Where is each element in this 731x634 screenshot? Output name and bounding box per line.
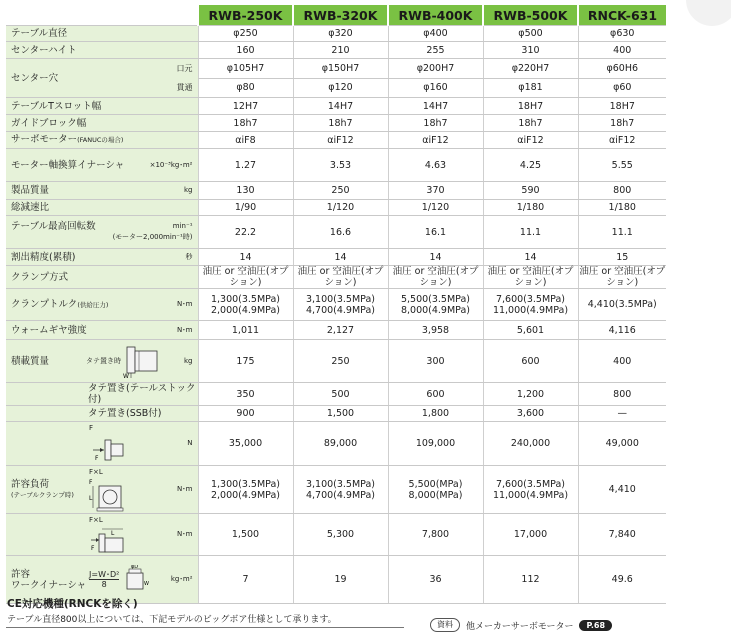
cell: 1,500 [198, 514, 293, 556]
row-label: 許容負荷 [11, 478, 50, 490]
cell: 11.1 [578, 216, 666, 249]
cell-line: 3,100(3.5MPa) [305, 478, 376, 490]
cell: 18h7 [483, 115, 578, 132]
cell: 18h7 [198, 115, 293, 132]
cell: 1,011 [198, 321, 293, 340]
cell-line: 8,000(4.9MPa) [400, 304, 471, 316]
row-label: 製品質量 [11, 185, 50, 196]
cell: 19 [293, 556, 388, 604]
cell: 7,800 [388, 514, 483, 556]
cell: 250 [293, 340, 388, 383]
cell: 14 [198, 249, 293, 266]
spec-table [6, 5, 666, 604]
cell: 400 [578, 340, 666, 383]
w-label: W [144, 580, 150, 587]
cell: 160 [198, 42, 293, 59]
cell: 800 [578, 383, 666, 406]
sub-label: タテ置き(テールストック付) [6, 383, 198, 406]
row-label-sub: (供給圧力) [77, 300, 109, 309]
row-worm-strength [6, 321, 666, 340]
row-label-load-mass [6, 340, 198, 383]
row-label-center-hole [6, 59, 198, 98]
cell-line: 5,500(MPa) [408, 478, 463, 490]
cell: φ60H6 [578, 59, 666, 79]
row-label-allow-fl1 [6, 466, 198, 514]
cell: 12H7 [198, 98, 293, 115]
cell [388, 289, 483, 321]
sub-label: F [89, 424, 94, 432]
cell: 1/120 [293, 200, 388, 216]
cell: 400 [578, 42, 666, 59]
cell: 600 [388, 383, 483, 406]
unit: min⁻¹ [172, 222, 193, 230]
cell: 4.25 [483, 149, 578, 182]
reference-pill: 資料 [430, 618, 460, 632]
unit: N･m [176, 530, 193, 538]
cell [483, 289, 578, 321]
cell-line: 1,300(3.5MPa) [210, 478, 281, 490]
row-label: ワークイナーシャ [11, 579, 87, 591]
l-label: L [89, 495, 93, 502]
cell: 11.1 [483, 216, 578, 249]
row-max-speed [6, 216, 666, 249]
cell: φ500 [483, 26, 578, 42]
unit: kg･m² [170, 575, 193, 583]
cell: 16.6 [293, 216, 388, 249]
row-label: 許容 [11, 568, 31, 580]
sub-label: タテ置き(SSB付) [6, 406, 198, 422]
cell: 14H7 [293, 98, 388, 115]
cell: — [578, 406, 666, 422]
row-center-hole-1 [6, 59, 666, 79]
header-row [6, 5, 666, 26]
cell: 900 [198, 406, 293, 422]
cell: 109,000 [388, 422, 483, 466]
cell-line: 4,410(3.5MPa) [587, 299, 657, 310]
cell: 15 [578, 249, 666, 266]
moment-load-icon [89, 478, 129, 512]
cell: 18H7 [578, 98, 666, 115]
row-load-mass-1 [6, 340, 666, 383]
reference-page-badge[interactable]: P.68 [579, 620, 612, 631]
cell: φ80 [198, 78, 293, 98]
sub-label: 口元 [176, 64, 193, 73]
cell: 5,601 [483, 321, 578, 340]
cell [198, 466, 293, 514]
reference-text: 他メーカーサーボモーター [466, 621, 574, 632]
row-label: 積載質量 [11, 355, 50, 367]
row-label: 総減速比 [6, 200, 198, 216]
cell: 36 [388, 556, 483, 604]
cell: αiF12 [293, 132, 388, 149]
cell: 210 [293, 42, 388, 59]
row-label: センターハイト [6, 42, 198, 59]
row-label-servo [6, 132, 198, 149]
cell: 22.2 [198, 216, 293, 249]
cell: φ220H7 [483, 59, 578, 79]
reference[interactable] [430, 618, 612, 632]
cell: 18h7 [388, 115, 483, 132]
l-label: L [111, 530, 115, 537]
cell-line: 5,500(3.5MPa) [400, 293, 471, 305]
model-header: RWB-400K [388, 5, 483, 26]
vertical-mount-icon [121, 343, 161, 379]
formula: J=W･D² [89, 570, 120, 579]
cell [293, 289, 388, 321]
cell: αiF12 [388, 132, 483, 149]
unit: N･m [176, 485, 193, 493]
cell: 油圧 or 空油圧(オプション) [293, 266, 388, 289]
cell: 18H7 [483, 98, 578, 115]
row-load-mass-3 [6, 406, 666, 422]
cell: 500 [293, 383, 388, 406]
cell: 4.63 [388, 149, 483, 182]
cell: 175 [198, 340, 293, 383]
cell-line: 3,100(3.5MPa) [305, 293, 376, 305]
row-clamp-torque [6, 289, 666, 321]
cell: 350 [198, 383, 293, 406]
row-label-worm [6, 321, 198, 340]
cell: φ630 [578, 26, 666, 42]
cell: 240,000 [483, 422, 578, 466]
cell: 7 [198, 556, 293, 604]
unit: ×10⁻³kg･m² [149, 160, 193, 169]
cell: 14H7 [388, 98, 483, 115]
row-label: ガイドブロック幅 [6, 115, 198, 132]
cell: φ320 [293, 26, 388, 42]
f-label: F [95, 455, 99, 462]
row-table-dia [6, 26, 666, 42]
row-label: ウォームギヤ強度 [11, 324, 87, 336]
row-reduction [6, 200, 666, 216]
cell: 89,000 [293, 422, 388, 466]
cell: 14 [293, 249, 388, 266]
cell: 1.27 [198, 149, 293, 182]
cell: 1/120 [388, 200, 483, 216]
model-header: RWB-250K [198, 5, 293, 26]
cell: φ160 [388, 78, 483, 98]
cell: 1/180 [578, 200, 666, 216]
row-label: 割出精度(累積) [11, 251, 76, 263]
row-label: クランプ方式 [6, 266, 198, 289]
decorative-band [672, 0, 731, 632]
cell: 2,127 [293, 321, 388, 340]
cell: φ250 [198, 26, 293, 42]
sub-label: タテ置き時 [86, 356, 121, 365]
cell-line: 4,700(4.9MPa) [305, 489, 376, 501]
row-label: モーター軸換算イナーシャ [11, 159, 125, 171]
cell: 14 [483, 249, 578, 266]
cell: 16.1 [388, 216, 483, 249]
d-label: φD [131, 564, 139, 570]
cell: 300 [388, 340, 483, 383]
side-moment-icon [89, 526, 129, 554]
cell: αiF12 [578, 132, 666, 149]
ce-table-top [6, 627, 404, 634]
cell: φ120 [293, 78, 388, 98]
ce-title: CE対応機種(RNCKを除く) [7, 598, 138, 610]
cell: 49,000 [578, 422, 666, 466]
cell: 250 [293, 182, 388, 200]
cell-line: 4,410 [608, 484, 636, 495]
row-label: サーボモーター [11, 134, 78, 145]
work-inertia-icon [119, 565, 149, 595]
cell-line: 8,000(MPa) [408, 489, 463, 501]
cell: 3.53 [293, 149, 388, 182]
f-label: F [91, 545, 95, 552]
cell: 油圧 or 空油圧(オプション) [483, 266, 578, 289]
cell-line: 7,600(3.5MPa) [495, 478, 566, 490]
row-label-allow-f [6, 422, 198, 466]
cell: 310 [483, 42, 578, 59]
unit: 秒 [185, 252, 193, 261]
cell-line: 2,000(4.9MPa) [210, 489, 281, 501]
row-label-mass [6, 182, 198, 200]
row-allow-fl1 [6, 466, 666, 514]
cell: 油圧 or 空油圧(オプション) [198, 266, 293, 289]
cell: φ200H7 [388, 59, 483, 79]
row-label: テーブルTスロット幅 [6, 98, 198, 115]
cell: 14 [388, 249, 483, 266]
cell: 17,000 [483, 514, 578, 556]
cell: 18h7 [293, 115, 388, 132]
ce-text: テーブル直径800以上については、下記モデルのビッグボア仕様として承ります。 [7, 615, 337, 625]
row-label-clamp-torque [6, 289, 198, 321]
row-label-sub: (FANUCの場合) [77, 136, 124, 144]
cell: 5,300 [293, 514, 388, 556]
row-load-mass-2 [6, 383, 666, 406]
cell-line: 4,700(4.9MPa) [305, 304, 376, 316]
row-allow-f [6, 422, 666, 466]
header-corner [6, 5, 198, 26]
row-label-sub: (テーブルクランプ時) [11, 490, 74, 499]
f-label: F [89, 479, 93, 486]
cell: 7,840 [578, 514, 666, 556]
model-header: RNCK-631 [578, 5, 666, 26]
cell: 油圧 or 空油圧(オプション) [388, 266, 483, 289]
row-label-accuracy [6, 249, 198, 266]
cell: 35,000 [198, 422, 293, 466]
cell: 1,200 [483, 383, 578, 406]
row-label: テーブル直径 [6, 26, 198, 42]
cell-line: 11,000(4.9MPa) [492, 304, 569, 316]
cell-line: 7,600(3.5MPa) [495, 293, 566, 305]
cell: 255 [388, 42, 483, 59]
row-accuracy [6, 249, 666, 266]
cell: 3,600 [483, 406, 578, 422]
cell [483, 466, 578, 514]
row-label-max-speed [6, 216, 198, 249]
cell [578, 289, 666, 321]
cell [293, 466, 388, 514]
cell: 49.6 [578, 556, 666, 604]
row-label-allow-fl2 [6, 514, 198, 556]
row-clamp-method [6, 266, 666, 289]
cell: 5.55 [578, 149, 666, 182]
cell: 18h7 [578, 115, 666, 132]
cell: 4,116 [578, 321, 666, 340]
unit: N･m [176, 325, 193, 334]
row-t-slot [6, 98, 666, 115]
row-label: センター穴 [11, 72, 59, 84]
cell: 370 [388, 182, 483, 200]
cell: 112 [483, 556, 578, 604]
row-label: テーブル最高回転数 [11, 221, 96, 232]
row-servo [6, 132, 666, 149]
cell: 130 [198, 182, 293, 200]
sub-label: 貫通 [176, 83, 193, 92]
cell: 1/90 [198, 200, 293, 216]
sub-label: F×L [89, 516, 103, 524]
cell: 1/180 [483, 200, 578, 216]
row-label: クランプトルク [11, 298, 78, 310]
cell: 600 [483, 340, 578, 383]
unit: N [187, 439, 193, 447]
cell [578, 466, 666, 514]
cell-line: 2,000(4.9MPa) [210, 304, 281, 316]
cell [198, 289, 293, 321]
cell: φ400 [388, 26, 483, 42]
cell: 590 [483, 182, 578, 200]
unit: kg [184, 356, 193, 365]
row-mass [6, 182, 666, 200]
sub-label: F×L [89, 468, 103, 476]
row-guide-block [6, 115, 666, 132]
row-note: (モーター2,000min⁻¹時) [112, 233, 193, 241]
cell-line: 1,300(3.5MPa) [210, 293, 281, 305]
cell [388, 466, 483, 514]
cell: 3,958 [388, 321, 483, 340]
cell: φ60 [578, 78, 666, 98]
row-center-height [6, 42, 666, 59]
w-label: W [123, 373, 129, 379]
cell: αiF12 [483, 132, 578, 149]
cell: φ181 [483, 78, 578, 98]
formula-den: 8 [101, 580, 107, 589]
cell: 800 [578, 182, 666, 200]
model-header: RWB-500K [483, 5, 578, 26]
unit: kg [184, 186, 193, 194]
cell: 油圧 or 空油圧(オプション) [579, 266, 666, 288]
model-header: RWB-320K [293, 5, 388, 26]
cell: 1,500 [293, 406, 388, 422]
row-allow-fl2 [6, 514, 666, 556]
axial-load-icon [89, 434, 129, 464]
cell: αiF8 [198, 132, 293, 149]
cell: φ150H7 [293, 59, 388, 79]
unit: N･m [176, 300, 193, 308]
cell-line: 11,000(4.9MPa) [492, 489, 569, 501]
cell: 1,800 [388, 406, 483, 422]
row-inertia [6, 149, 666, 182]
row-label-inertia [6, 149, 198, 182]
cell: φ105H7 [198, 59, 293, 79]
